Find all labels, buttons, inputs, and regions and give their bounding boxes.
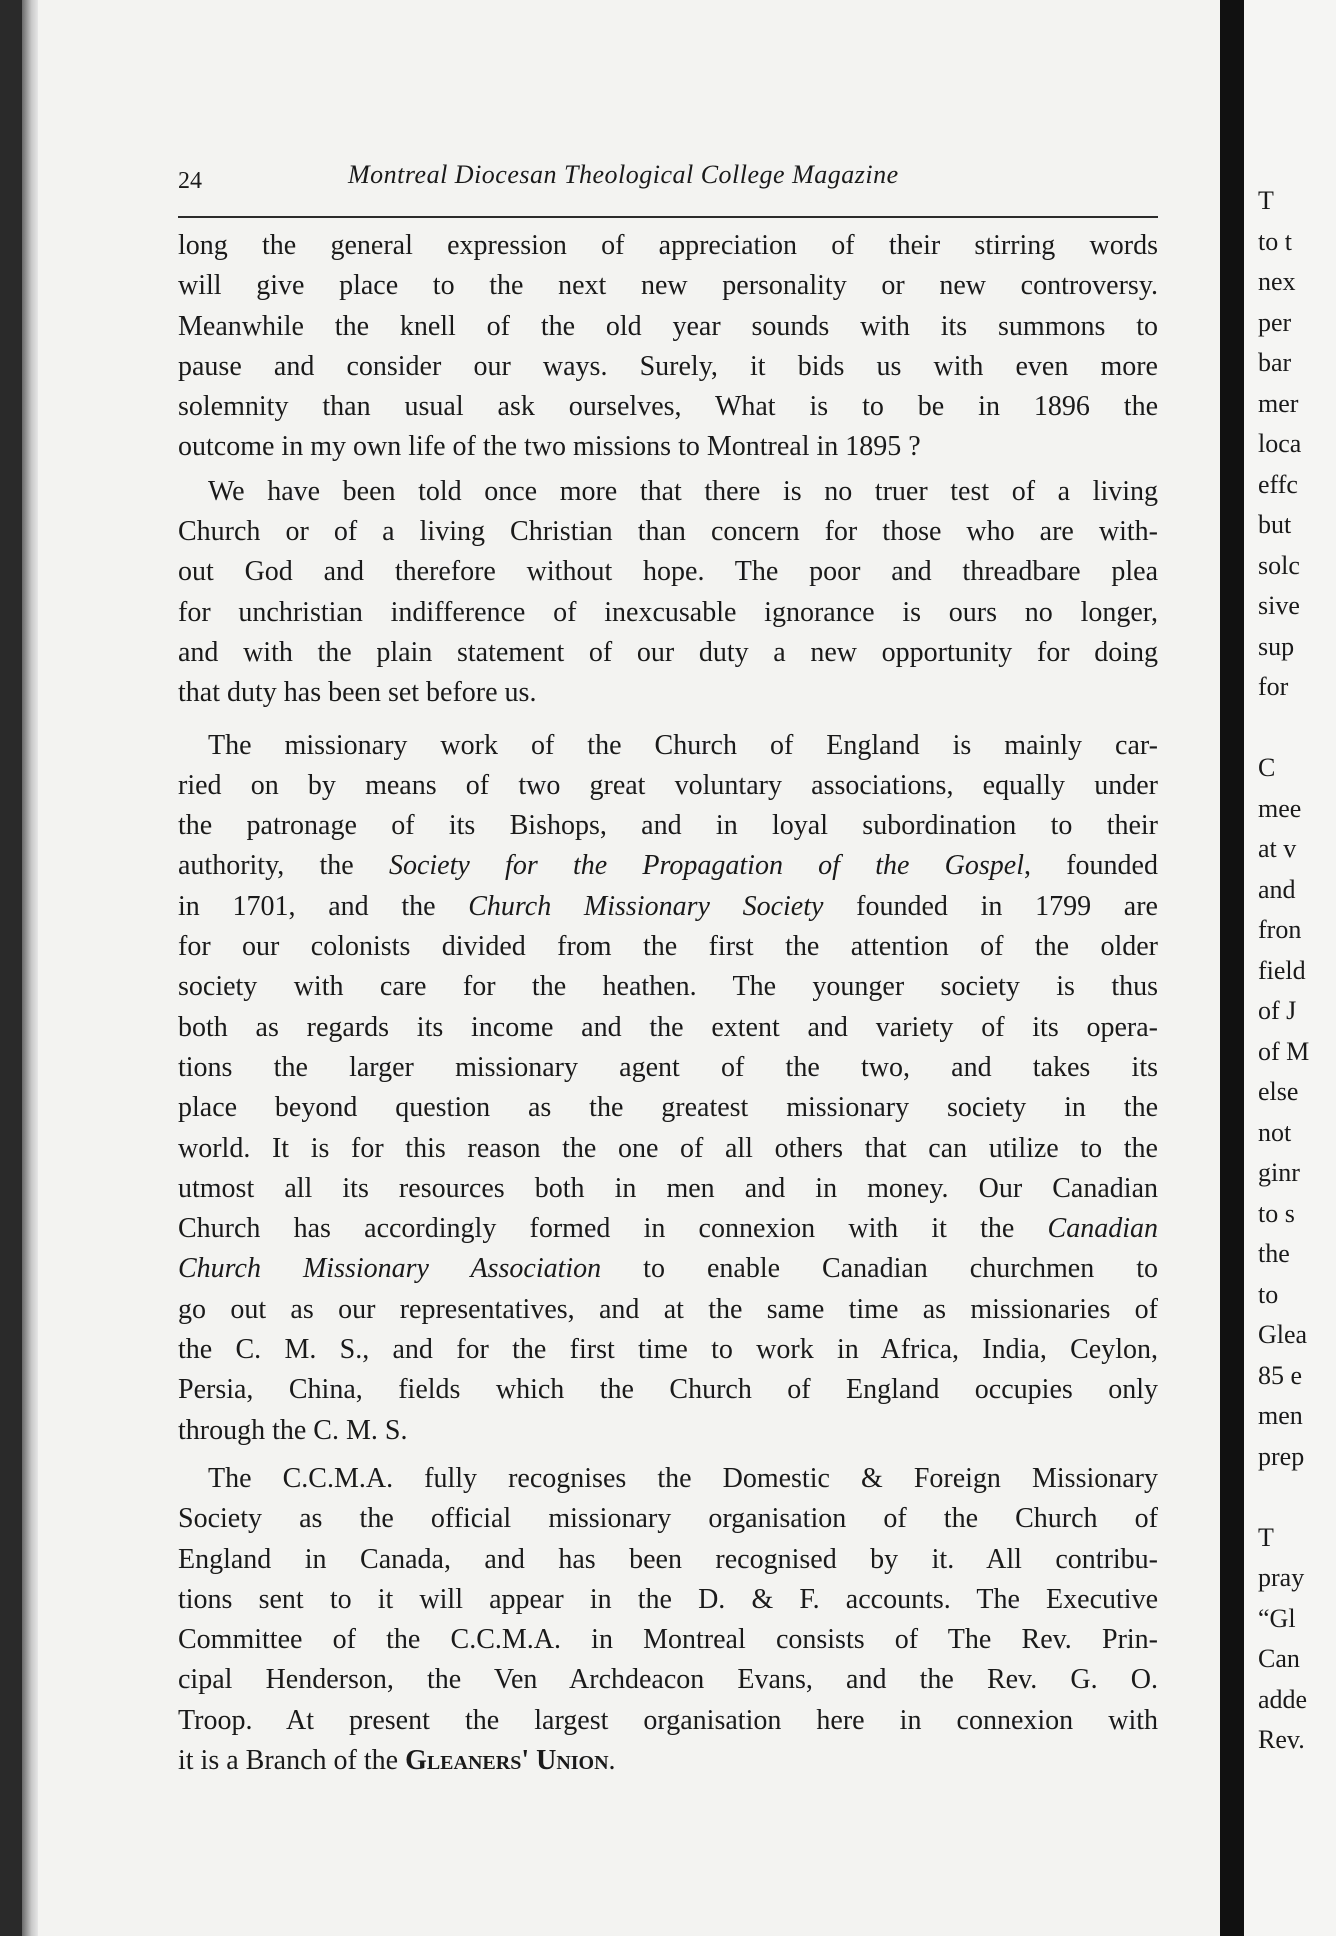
book-binding: [0, 0, 22, 1936]
right-page-text-fragment: Glea: [1258, 1320, 1308, 1349]
text-line: society with care for the heathen. The younger society is thus: [178, 971, 1158, 1003]
text-line: Persia, China, fields which the Church of England occupies only: [178, 1374, 1158, 1406]
right-page-text-fragment: pray: [1258, 1563, 1305, 1592]
right-page-text-fragment: to t: [1258, 226, 1292, 256]
text-fragment: Church has accordingly formed in connexion with it the: [178, 1213, 1048, 1245]
paragraph-3: [178, 726, 1158, 1451]
text-line: out God and therefore without hope. The poor and threadbare plea: [178, 556, 1158, 588]
text-line: Society as the official missionary organisation of the Church of: [178, 1503, 1158, 1535]
text-line: place beyond question as the greatest missionary society in the: [178, 1092, 1158, 1124]
italic-title-spg: Society for the Propagation of the Gospel: [388, 850, 1024, 882]
right-page-text-fragment: T: [1258, 1522, 1274, 1552]
right-page-text-fragment: for: [1258, 672, 1289, 701]
text-line: solemnity than usual ask ourselves, What is to be in 1896 the: [178, 391, 1158, 423]
right-page-text-fragment: to: [1258, 1279, 1279, 1309]
right-page-text-fragment: solc: [1258, 550, 1300, 580]
right-page-text-fragment: C: [1258, 753, 1276, 782]
right-page-text-fragment: ginr: [1258, 1158, 1300, 1187]
text-fragment: .: [608, 1744, 616, 1776]
right-page-text-fragment: adde: [1258, 1684, 1308, 1714]
text-line: The C.C.M.A. fully recognises the Domestic & Foreign Missionary: [208, 1462, 1158, 1494]
right-page-text-fragment: T: [1258, 186, 1274, 215]
right-page-text-fragment: but: [1258, 510, 1292, 539]
right-page-text-fragment: and: [1258, 874, 1296, 904]
text-fragment: founded in 1799 are: [823, 890, 1158, 922]
paragraph-4: [178, 1459, 1158, 1781]
text-line: outcome in my own life of the two missions to Montreal in 1895 ?: [178, 431, 921, 463]
right-page-text-fragment: per: [1258, 307, 1292, 337]
right-page-text-fragment: of M: [1258, 1036, 1310, 1066]
right-page-text-fragment: field: [1258, 955, 1306, 985]
text-line: Meanwhile the knell of the old year sounds with its summons to: [178, 310, 1158, 342]
text-fragment: authority, the: [178, 850, 389, 882]
text-line: world. It is for this reason the one of all others that can utilize to the: [178, 1132, 1158, 1164]
text-line: for our colonists divided from the first the attention of the older: [178, 931, 1158, 963]
running-title: Montreal Diocesan Theological College Magazine: [348, 160, 899, 189]
text-line: through the C. M. S.: [178, 1414, 408, 1446]
right-page-text-fragment: “Gl: [1258, 1603, 1296, 1633]
right-page-text-fragment: else: [1258, 1077, 1299, 1106]
right-page-text-fragment: sive: [1258, 591, 1300, 620]
text-line: tions sent to it will appear in the D. & F. accounts. The Executive: [178, 1583, 1158, 1615]
text-fragment: it is a Branch of the: [178, 1744, 406, 1776]
right-page-text-fragment: mee: [1258, 793, 1302, 823]
text-line: The missionary work of the Church of England is mainly car-: [208, 729, 1158, 761]
text-line: We have been told once more that there is no truer test of a living: [208, 475, 1158, 507]
page-gutter: [1220, 0, 1244, 1936]
text-line: and with the plain statement of our duty a new opportunity for doing: [178, 636, 1158, 668]
text-line: that duty has been set before us.: [178, 677, 537, 709]
text-line: ried on by means of two great voluntary associations, equally under: [178, 769, 1158, 801]
text-line: [178, 1741, 1158, 1781]
right-page-text-fragment: nex: [1258, 267, 1296, 296]
text-line: Church or of a living Christian than concern for those who are with-: [178, 516, 1158, 548]
body-text: [178, 226, 1158, 1781]
right-page-text-fragment: men: [1258, 1401, 1303, 1430]
right-page-text-fragment: fron: [1258, 915, 1302, 944]
text-line: [178, 887, 1158, 927]
text-line: both as regards its income and the extent and variety of its opera-: [178, 1011, 1158, 1043]
text-line: long the general expression of appreciation of their stirring words: [178, 230, 1158, 261]
text-line: go out as our representatives, and at the same time as missionaries of: [178, 1293, 1158, 1325]
text-line: utmost all its resources both in men and in money. Our Canadian: [178, 1172, 1158, 1204]
right-page-text-fragment: to s: [1258, 1198, 1295, 1228]
text-fragment: to enable Canadian churchmen to: [601, 1253, 1158, 1285]
text-line: for unchristian indifference of inexcusable ignorance is ours no longer,: [178, 596, 1158, 628]
text-line: [178, 846, 1158, 886]
right-page-text-fragment: bar: [1258, 348, 1292, 377]
text-line: England in Canada, and has been recognised by it. All contribu-: [178, 1543, 1158, 1575]
text-line: Troop. At present the largest organisation here in connexion with: [178, 1704, 1158, 1736]
text-line: the patronage of its Bishops, and in loyal subordination to their: [178, 810, 1158, 842]
right-page-text-fragment: effc: [1258, 469, 1298, 499]
right-page-text-fragment: Can: [1258, 1644, 1300, 1673]
text-line: will give place to the next new personality or new controversy.: [178, 270, 1158, 302]
text-line: Committee of the C.C.M.A. in Montreal consists of The Rev. Prin-: [178, 1624, 1158, 1656]
gleaners-union-name: Gleaners' Union: [405, 1744, 609, 1776]
right-page-text-fragment: loca: [1258, 429, 1302, 458]
right-page-text-fragment: sup: [1258, 631, 1295, 661]
text-line: cipal Henderson, the Ven Archdeacon Evans, and the Rev. G. O.: [178, 1664, 1158, 1696]
right-page-fragment: [1244, 0, 1336, 1936]
text-line: tions the larger missionary agent of the two, and takes its: [178, 1051, 1158, 1083]
italic-title-ccma: Church Missionary Association: [178, 1253, 602, 1285]
right-page-text-fragment: 85 e: [1258, 1360, 1303, 1390]
right-page-text-fragment: not: [1258, 1117, 1292, 1147]
text-line: pause and consider our ways. Surely, it bids us with even more: [178, 350, 1158, 382]
text-line: [178, 1209, 1158, 1249]
paragraph-2: [178, 472, 1158, 714]
page-number: 24: [178, 168, 202, 194]
right-page-text-fragment: of J: [1258, 996, 1297, 1025]
binding-edge: [22, 0, 38, 1936]
text-fragment: , founded: [1023, 850, 1158, 882]
page-header: [178, 160, 1158, 200]
right-page-text-fragment: mer: [1258, 388, 1299, 418]
right-page-text-fragment: at v: [1258, 834, 1297, 863]
text-fragment: in 1701, and the: [178, 890, 469, 922]
header-rule: [178, 216, 1158, 218]
right-page-text-fragment: the: [1258, 1239, 1290, 1268]
right-page-text-fragment: prep: [1258, 1441, 1305, 1471]
text-line: [178, 1249, 1158, 1289]
text-line: the C. M. S., and for the first time to work in Africa, India, Ceylon,: [178, 1334, 1158, 1366]
italic-title-cms: Church Missionary Society: [468, 890, 824, 922]
paragraph-1: [178, 226, 1158, 468]
right-page-text-fragment: Rev.: [1258, 1725, 1305, 1754]
italic-title-ccma: Canadian: [1047, 1213, 1158, 1245]
